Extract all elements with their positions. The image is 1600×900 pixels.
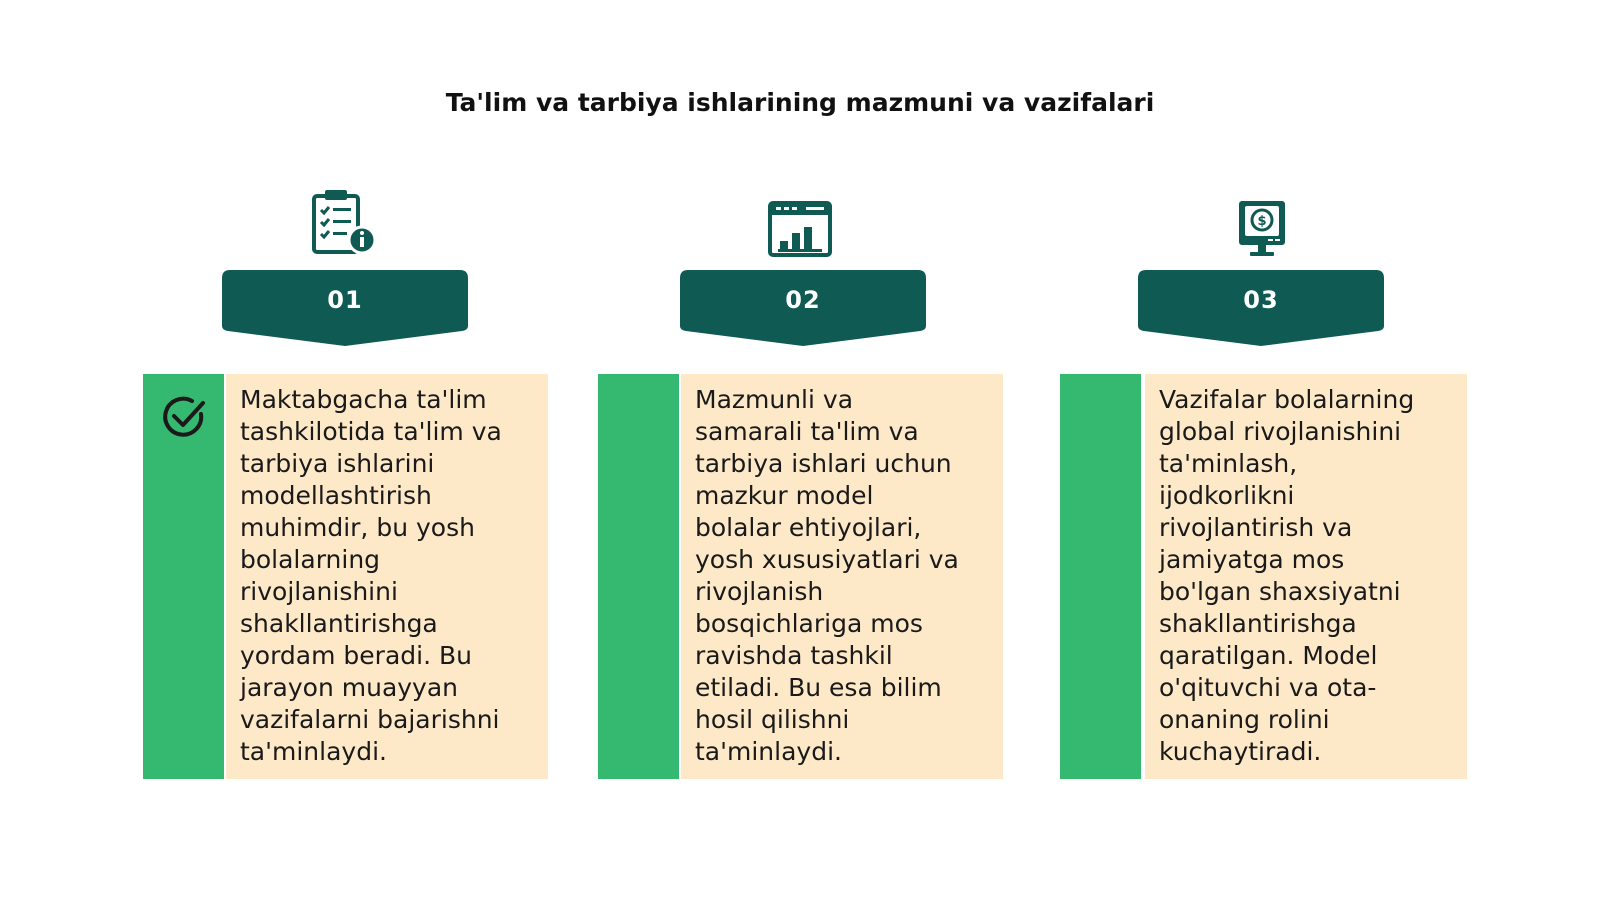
page-title: Ta'lim va tarbiya ishlarining mazmuni va vazifalari — [445, 88, 1155, 117]
step-badge-3 — [1138, 270, 1384, 346]
dollar-monitor-icon — [1236, 198, 1288, 258]
card-accent-strip — [143, 374, 224, 779]
card-accent-strip — [598, 374, 679, 779]
step-number: 01 — [327, 286, 363, 314]
bar-chart-window-icon — [768, 201, 832, 257]
step-number: 03 — [1243, 286, 1279, 314]
step-badge-1 — [222, 270, 468, 346]
step-card-1 — [226, 374, 548, 779]
card-accent-strip — [1060, 374, 1141, 779]
step-card-3 — [1145, 374, 1467, 779]
step-description: Mazmunli va samarali ta'lim va tarbiya ishlari uchun mazkur model bolalar ehtiyojlari, yosh xususiyatlari va rivojlanish bosqichlariga mos ravishda tashkil etiladi. Bu esa bilim hosil qilishni ta'minlaydi. — [695, 385, 959, 766]
step-number: 02 — [785, 286, 821, 314]
step-description: Maktabgacha ta'lim tashkilotida ta'lim va tarbiya ishlarini modellashtirish muhimdir, bu yosh bolalarning rivojlanishini shakllantirishga yordam beradi. Bu jarayon muayyan vazifalarni bajarishni ta'minlaydi. — [240, 385, 502, 766]
step-description: Vazifalar bolalarning global rivojlanishini ta'minlash, ijodkorlikni rivojlantirish va jamiyatga mos bo'lgan shaxsiyatni shakllantirishga qaratilgan. Model o'qituvchi va ota- onaning rolini kuchaytiradi. — [1159, 385, 1415, 766]
check-circle-icon — [161, 394, 207, 440]
step-card-2 — [681, 374, 1003, 779]
clipboard-checklist-info-icon — [310, 188, 380, 256]
svg-text:$: $ — [1257, 214, 1267, 229]
step-badge-2 — [680, 270, 926, 346]
